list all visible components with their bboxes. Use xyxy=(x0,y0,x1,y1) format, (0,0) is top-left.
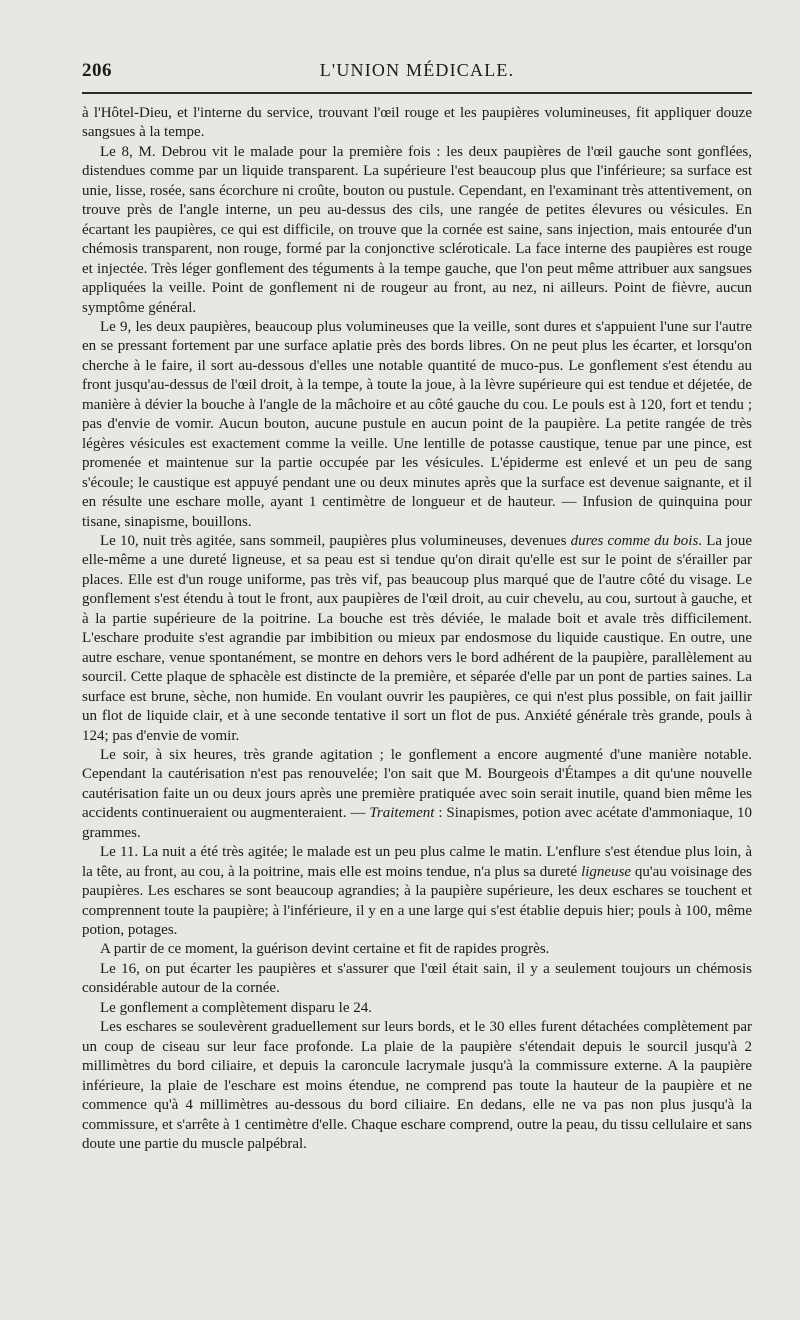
paragraph xyxy=(82,532,752,746)
text-run: Le 8, M. Debrou vit le malade pour la première fois : les deux paupières de l'œil gauche sont gonflées, distendues comme par un liquide transparent. La supérieure l'est beaucoup plus que l'inférieure; sa surface est unie, lisse, rosée, sans écorchure ni croûte, bouton ou pustule. Cependant, en l'examinant très attentivement, on trouve près de l'angle interne, un peu au-dessus des cils, une rangée de petites élevures ou vésicules. En écartant les paupières, ce qui est difficile, on trouve que la cornée est saine, sans injection, mais entourée d'un chémosis transparent, non rouge, formé par la conjonctive scléroticale. La face interne des paupières est rouge et injectée. Très léger gonflement des téguments à la tempe gauche, que l'on peut même attribuer aux sangsues appliquées la veille. Point de gonflement ni de rougeur au front, au nez, ni ailleurs. Point de fièvre, aucun symptôme général. xyxy=(82,143,752,316)
text-run: Les eschares se soulevèrent graduellement sur leurs bords, et le 30 elles furent détachées complètement par un coup de ciseau sur leur face profonde. La plaie de la paupière s'étendait depuis le sourcil jusqu'à 2 millimètres du bord ciliaire, et depuis la caroncule lacrymale jusqu'à la commissure externe. A la paupière inférieure, la plaie de l'eschare est moins étendue, ne comprend pas toute la hauteur de la paupière et ne commence qu'à 4 millimètres au-dessous du bord ciliaire. En dedans, elle ne va pas non plus jusqu'à la commissure, et s'arrête à 1 centimètre d'elle. Chaque eschare comprend, outre la peau, du tissu cellulaire et sans doute une partie du muscle palpébral. xyxy=(82,1019,752,1153)
paragraph xyxy=(82,999,752,1018)
text-run: qu'au voisinage des paupières. Les eschares se sont beaucoup agrandies; à la paupière supérieure, les deux eschares se touchent et comprennent toute la paupière; à l'inférieure, il y en a une large qui s'est établie depuis hier; pouls à 100, même potion, potages. xyxy=(82,863,752,939)
paragraph xyxy=(82,1018,752,1154)
text-run: Le soir, à six heures, très grande agitation ; le gonflement a encore augmenté d'une manière notable. Cependant la cautérisation n'est pas renouvelée; l'on sait que M. Bourgeois d'Étampes a dit qu'une nouvelle cautérisation faite un ou deux jours après une première pratiquée avec soin serait inutile, quand bien même les accidents continueraient ou augmenteraient. — xyxy=(82,746,752,822)
text-run: Le gonflement a complètement disparu le 24. xyxy=(100,999,372,1016)
page-number: 206 xyxy=(82,60,112,81)
text-run: : Sinapismes, potion avec acétate d'ammoniaque, 10 grammes. xyxy=(82,805,752,841)
text-run: à l'Hôtel-Dieu, et l'interne du service, trouvant l'œil rouge et les paupières volumineuses, fit appliquer douze sangsues à la tempe. xyxy=(82,105,752,141)
text-run: Le 10, nuit très agitée, sans sommeil, paupières plus volumineuses, devenues xyxy=(100,532,571,549)
page-header xyxy=(82,58,752,86)
paragraph xyxy=(82,746,752,843)
italic-text: dures comme du bois xyxy=(570,532,699,549)
paragraph xyxy=(82,318,752,532)
header-rule xyxy=(82,92,752,94)
running-title: L'UNION MÉDICALE. xyxy=(319,60,515,80)
article-body xyxy=(82,104,752,1154)
paragraph xyxy=(82,104,752,143)
paragraph xyxy=(82,960,752,999)
italic-text: Traitement xyxy=(369,805,435,822)
italic-text: ligneuse xyxy=(581,863,632,880)
text-run: Le 9, les deux paupières, beaucoup plus volumineuses que la veille, sont dures et s'appuient l'une sur l'autre en se pressant fortement par une surface aplatie près des bords libres. On ne peut plus les écarter, et lorsqu'on cherche à le faire, il sort au-dessous d'elles une notable quantité de muco-pus. Le gonflement s'est étendu au front jusqu'au-dessus de l'œil droit, à la tempe, à toute la joue, à la lèvre supérieure qui est tendue et déjetée, de manière à dévier la bouche à l'angle de la mâchoire et au côté gauche du cou. Le pouls est à 120, fort et tendu ; pas d'envie de vomir. Aucun bouton, aucune pustule en aucun point de la paupière. La petite rangée de très légères vésicules est exactement comme la veille. Une lentille de potasse caustique, tenue par une pince, est promenée et maintenue sur la partie occupée par les vésicules. L'épiderme est enlevé et un peu de sang s'écoule; le caustique est appuyé pendant une ou deux minutes après que la surface est devenue saignante, et il en résulte une eschare molle, ayant 1 centimètre de longueur et de hauteur. — Infusion de quinquina pour tisane, sinapisme, bouillons. xyxy=(82,318,752,530)
paragraph xyxy=(82,843,752,940)
text-run: . La joue elle-même a une dureté ligneuse, et sa peau est si tendue qu'on dirait qu'elle est sur le point de s'érailler par places. Elle est d'un rouge uniforme, pas très vif, pas beaucoup plus marqué que de l'autre côté du visage. Le gonflement s'est étendu à tout le front, aux paupières de l'œil droit, au cuir chevelu, au cou, surtout à gauche, et à la partie supérieure de la poitrine. La bouche est très déviée, le malade boit et avale très difficilement. L'eschare produite s'est agrandie par imbibition ou mieux par endosmose du liquide caustique. En outre, une autre eschare, venue spontanément, se montre en dehors vers le bord adhérent de la paupière, parallèlement au sourcil. Cette plaque de sphacèle est distincte de la première, et séparée d'elle par un pont de parties saines. La surface est brune, sèche, non humide. En voulant ouvrir les paupières, ce qui n'est plus possible, on fait jaillir un flot de liquide clair, et à une seconde tentative il sort un flot de pus. Anxiété générale très grande, pouls à 124; pas d'envie de vomir. xyxy=(82,532,752,744)
paragraph xyxy=(82,940,752,959)
paragraph xyxy=(82,143,752,318)
text-run: Le 16, on put écarter les paupières et s'assurer que l'œil était sain, il y a seulement toujours un chémosis considérable autour de la cornée. xyxy=(82,960,752,997)
text-run: A partir de ce moment, la guérison devint certaine et fit de rapides progrès. xyxy=(100,941,550,958)
text-run: Le 11. La nuit a été très agitée; le malade est un peu plus calme le matin. L'enflure s'est étendue plus loin, à la tête, au front, au cou, à la poitrine, mais elle est moins tendue, n'a plus sa dureté xyxy=(82,844,752,880)
